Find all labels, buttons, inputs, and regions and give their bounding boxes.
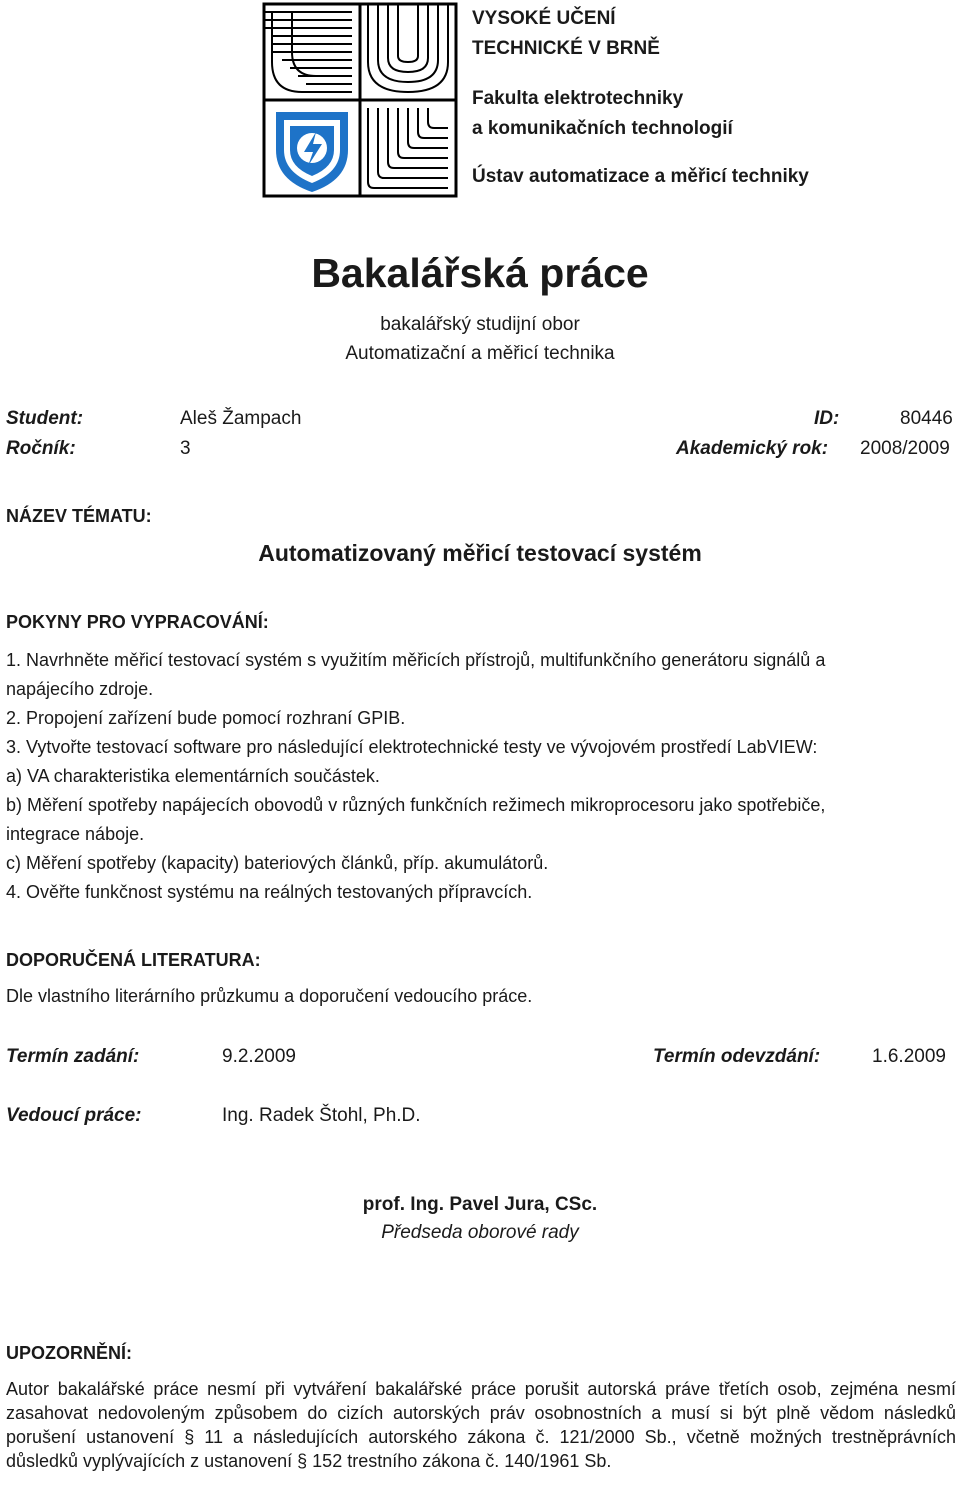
student-name: Aleš Žampach	[180, 408, 302, 429]
study-field: Automatizační a měřicí technika	[345, 343, 615, 364]
chair-name: prof. Ing. Pavel Jura, CSc.	[362, 1194, 598, 1215]
institute-name: Ústav automatizace a měřicí techniky	[472, 166, 809, 187]
document-title: Bakalářská práce	[311, 250, 649, 296]
university-name	[472, 4, 660, 64]
university-logo	[262, 2, 458, 198]
assigned-date-value: 9.2.2009	[222, 1046, 296, 1067]
literature-label: DOPORUČENÁ LITERATURA:	[6, 950, 261, 970]
instruction-line: integrace náboje.	[6, 824, 145, 844]
university-line-2: TECHNICKÉ V BRNĚ	[472, 38, 660, 59]
study-type: bakalářský studijní obor	[380, 314, 580, 335]
instruction-line: napájecího zdroje.	[6, 679, 154, 699]
warning-label: UPOZORNĚNÍ:	[6, 1343, 132, 1363]
topic-title: Automatizovaný měřicí testovací systém	[258, 540, 702, 566]
chair-role: Předseda oborové rady	[381, 1222, 579, 1243]
assigned-date-label: Termín zadání:	[6, 1046, 140, 1067]
supervisor-name: Ing. Radek Štohl, Ph.D.	[222, 1105, 421, 1126]
instructions-label: POKYNY PRO VYPRACOVÁNÍ:	[6, 612, 269, 632]
id-value: 80446	[900, 408, 953, 429]
instructions-list	[6, 646, 956, 907]
university-line-1: VYSOKÉ UČENÍ	[472, 8, 616, 29]
literature-text: Dle vlastního literárního průzkumu a doporučení vedoucího práce.	[6, 986, 533, 1006]
warning-text: Autor bakalářské práce nesmí při vytváření bakalářské práce porušit autorská práve třetích osob, zejména nesmí zasahovat nedovoleným způsobem do cizích autorských práv osobnostních a musí si být plně vědom následků porušení ustanovení § 11 a následujících autorského zákona č. 121/2000 Sb., včetně možných trestněprávních důsledků vyplývajících z ustanovení § 152 trestního zákona č. 140/1961 Sb.	[6, 1379, 956, 1471]
supervisor-label: Vedoucí práce:	[6, 1105, 142, 1126]
instruction-line: a) VA charakteristika elementárních součástek.	[6, 766, 380, 786]
instruction-line: 3. Vytvořte testovací software pro následující elektrotechnické testy ve vývojovém prostředí LabVIEW:	[6, 737, 818, 757]
year-label: Ročník:	[6, 438, 76, 459]
id-label: ID:	[814, 408, 840, 429]
instruction-line: 4. Ověřte funkčnost systému na reálných testovaných přípravcích.	[6, 882, 533, 902]
faculty-line-2: a komunikačních technologií	[472, 118, 733, 139]
topic-label: NÁZEV TÉMATU:	[6, 506, 152, 526]
academic-year-label: Akademický rok:	[676, 438, 829, 459]
faculty-name	[472, 84, 733, 144]
year-value: 3	[180, 438, 191, 459]
instruction-line: 2. Propojení zařízení bude pomocí rozhraní GPIB.	[6, 708, 406, 728]
faculty-line-1: Fakulta elektrotechniky	[472, 88, 684, 109]
due-date-label: Termín odevzdání:	[653, 1046, 821, 1067]
due-date-value: 1.6.2009	[872, 1046, 946, 1067]
academic-year-value: 2008/2009	[860, 438, 950, 459]
student-label: Student:	[6, 408, 84, 429]
instruction-line: b) Měření spotřeby napájecích obovodů v různých funkčních režimech mikroprocesoru jako spotřebiče,	[6, 795, 826, 815]
instruction-line: c) Měření spotřeby (kapacity) bateriových článků, příp. akumulátorů.	[6, 853, 549, 873]
instruction-line: 1. Navrhněte měřicí testovací systém s využitím měřicích přístrojů, multifunkčního generátoru signálů a	[6, 650, 826, 670]
